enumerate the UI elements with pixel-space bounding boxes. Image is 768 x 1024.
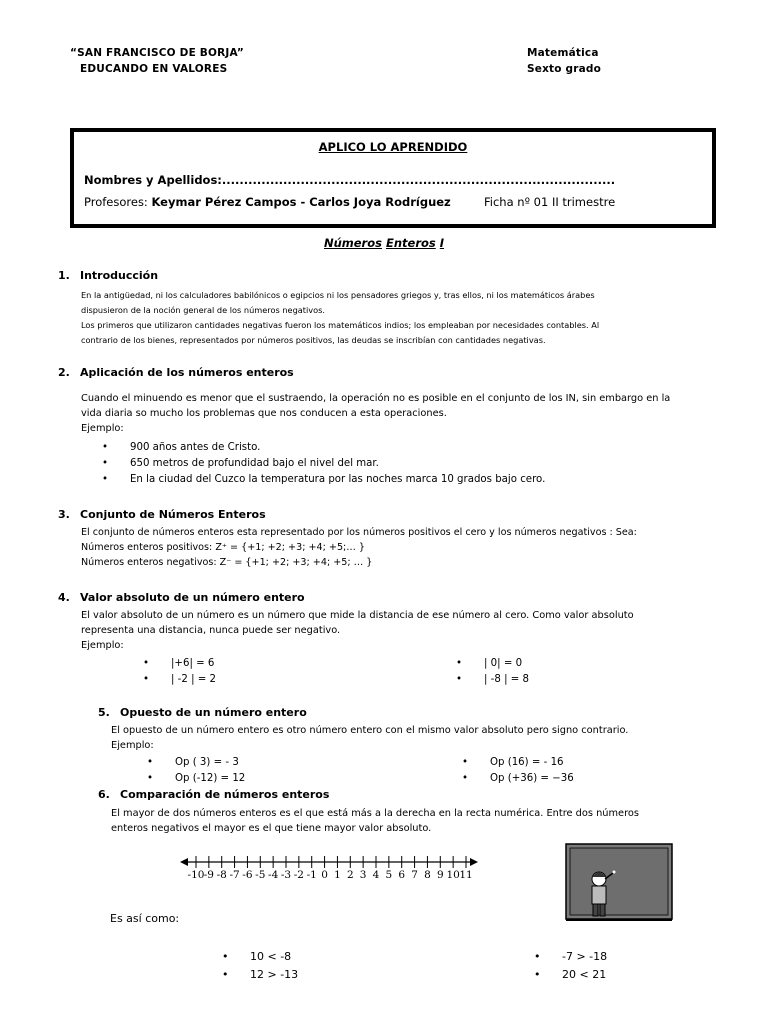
section-6-right-list [534,948,607,984]
section-5-title: Opuesto de un número entero [120,706,307,719]
section-1-heading: 1. Introducción [58,269,159,282]
list-item: • |+6| = 6 [143,658,215,669]
number-line-label: 11 [459,869,473,881]
section-2-heading: 2. Aplicación de los números enteros [58,366,294,379]
section-4-right-list [456,656,529,688]
number-line-label: 9 [436,869,444,881]
professors-line [84,195,451,209]
title-word-1: Números [323,236,382,250]
number-line-label: -5 [255,869,266,881]
school-motto: EDUCANDO EN VALORES [80,63,228,75]
section-6-text: El mayor de dos números enteros es el que está más a la derecha en la recta numérica. Entre dos números enteros negativos el mayor es el que tiene mayor valor absoluto. [111,808,639,834]
list-item: • | -2 | = 2 [143,674,216,685]
number-line-label: -6 [242,869,253,881]
info-box [70,128,716,228]
section-3-heading: 3. Conjunto de Números Enteros [58,508,266,521]
list-item: • 900 años antes de Cristo. [102,442,261,453]
school-name: “SAN FRANCISCO DE BORJA” [70,47,244,59]
number-line-label: 2 [346,869,354,881]
number-line-label: -10 [187,869,205,881]
es-asi-como: Es así como: [110,912,180,925]
section-4-title: Valor absoluto de un número entero [80,591,305,604]
list-item: • En la ciudad del Cuzco la temperatura por las noches marca 10 grados bajo cero. [102,474,546,485]
list-item: • Op (-12) = 12 [147,773,246,784]
section-4-heading: 4. Valor absoluto de un número entero [58,591,305,604]
list-item: • -7 > -18 [534,950,608,963]
section-2-title: Aplicación de los números enteros [80,366,294,379]
number-line-label: -8 [216,869,227,881]
section-1-title: Introducción [80,269,159,282]
section-6-title: Comparación de números enteros [120,788,330,801]
ficha-number: Ficha nº 01 II trimestre [484,195,616,209]
list-item: • | 0| = 0 [456,658,523,669]
number-line-label: 4 [372,869,380,881]
number-line-label: 8 [424,869,431,881]
number-line-label: -9 [203,869,214,881]
number-line-label: 6 [398,869,406,881]
number-line-label: 3 [359,869,367,881]
section-3-text: El conjunto de números enteros esta representado por los números positivos el cero y los números negativos : Sea: Números enteros positivos: Z⁺ = {+1; +2; +3; +4; +5;… } Números enteros negativos: Z⁻ = {+1; +2; +3; +4; +5; … } [81,527,637,568]
grade-level: Sexto grado [527,63,602,75]
list-item: • | -8 | = 8 [456,674,529,685]
section-3-title: Conjunto de Números Enteros [80,508,266,521]
section-6-heading: 6. Comparación de números enteros [98,788,330,801]
list-item: • Op (+36) = −36 [462,773,574,784]
section-4-text: El valor absoluto de un número es un número que mide la distancia de ese número al cero. Como valor absoluto representa una distancia, nunca puede ser negativo. Ejemplo: [81,610,634,651]
title-word-2: Enteros [385,236,436,250]
section-5-right-list [462,755,574,787]
list-item: • 10 < -8 [222,950,292,963]
number-line-label: 5 [385,869,393,881]
number-line-label: 7 [411,869,418,881]
section-4-left-list [143,656,216,688]
list-item: • 12 > -13 [222,968,299,981]
section-5-heading: 5. Opuesto de un número entero [98,706,307,719]
document-title [0,236,768,250]
number-line-label: -4 [268,869,279,881]
title-word-3: I [439,236,445,250]
names-field: Nombres y Apellidos:.......................................................................................... [84,173,616,187]
section-2-bullets [102,440,545,488]
number-line-label: 1 [334,869,341,881]
number-line-label: 10 [446,869,460,881]
list-item: • 650 metros de profundidad bajo el nivel del mar. [102,458,379,469]
list-item: • Op (16) = - 16 [462,757,564,768]
section-2-text: Cuando el minuendo es menor que el sustraendo, la operación no es posible en el conjunto de los IN, sin embargo en la vida diaria so mucho los problemas que nos conducen a esta operaciones. Ejemplo: [81,393,671,434]
number-line-label: -1 [306,869,317,881]
number-line-label: -3 [280,869,292,881]
section-6-left-list [222,948,298,984]
professors-label: Profesores: [84,195,148,209]
number-line-label: -2 [293,869,304,881]
list-item: • Op ( 3) = - 3 [147,757,239,768]
number-line [180,852,480,892]
section-1-text: En la antigüedad, ni los calculadores babilónicos o egipcios ni los pensadores griegos y, tras ellos, ni los matemáticos árabes dispusieron de la noción general de los números negativos. Los primeros que utilizaron cantidades negativas fueron los matemáticos indios; los empleaban por necesidades contables. Al contrario de los bienes, representados por números positivos, las deudas se inscribían con cantidades negativas. [81,290,600,345]
section-5-text: El opuesto de un número entero es otro número entero con el mismo valor absoluto pero signo contrario. Ejemplo: [111,725,629,751]
box-title: APLICO LO APRENDIDO [318,140,468,154]
subject-name: Matemática [527,47,599,59]
list-item: • 20 < 21 [534,968,607,981]
section-5-left-list [147,755,245,787]
number-line-label: 0 [321,869,328,881]
professors-names: Keymar Pérez Campos - Carlos Joya Rodríguez [151,195,451,209]
number-line-label: -7 [229,869,240,881]
chalkboard-illustration [565,843,673,923]
